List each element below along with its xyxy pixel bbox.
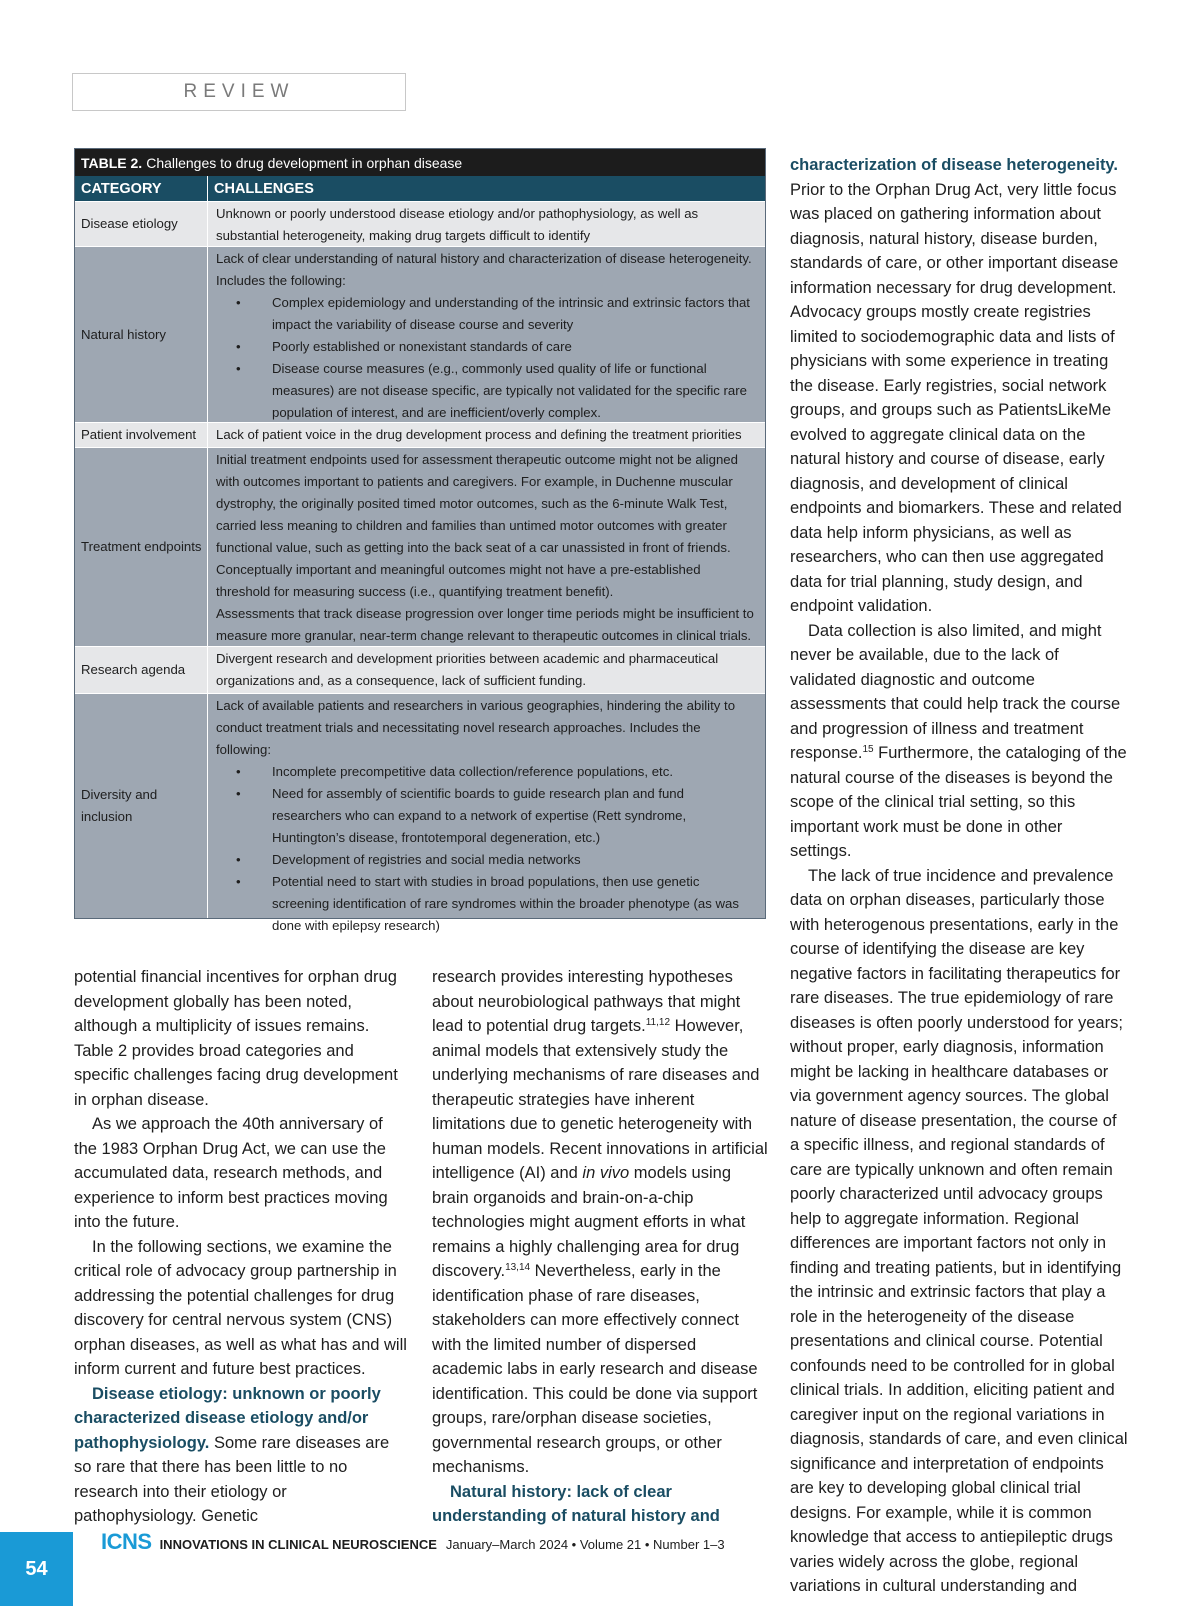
paragraph-text: research provides interesting hypotheses about neurobiological pathways that might lead to potential drug targets. [432, 968, 741, 1035]
paragraph-text: Data collection is also limited, and might never be available, due to the lack of validated diagnostic and outcome assessments that could help track the course and progression of illness and treatment response. [790, 621, 1121, 762]
paragraph-text: Prior to the Orphan Drug Act, very little focus was placed on gathering information about diagnosis, natural history, disease burden, standards of care, or other important disease information necessary for drug development. Advocacy groups mostly create registries limited to sociodemographic data and lists of physicians with some experience in treating the disease. Early registries, social network groups, and groups such as PatientsLikeMe evolved to aggregate clinical data on the natural history and course of disease, early diagnosis, and development of clinical endpoints and biomarkers. These and related data help inform physicians, as well as researchers, who can then use aggregated data for trial planning, study design, and endpoint validation. [790, 180, 1122, 615]
paragraph-text: models using brain organoids and brain-on-a-chip technologies might augment efforts in what remains a highly challenging area for drug discovery. [432, 1164, 746, 1280]
bullet-item: • Incomplete precompetitive data collection/reference populations, etc. [216, 761, 757, 783]
paragraph [432, 1480, 768, 1529]
section-heading: Natural history: lack of clear understanding of natural history and [432, 1482, 720, 1525]
text-column-1 [74, 965, 410, 1529]
journal-logo: ICNS [101, 1529, 152, 1554]
text-column-3 [790, 153, 1128, 1599]
footer [101, 1529, 725, 1555]
paragraph-text: Some rare diseases are so rare that there has been little to no research into their etiology or pathophysiology. Genetic [74, 1433, 390, 1525]
row-category: Research agenda [75, 647, 208, 693]
table-row [75, 646, 765, 693]
row-category: Disease etiology [75, 202, 208, 246]
paragraph: potential financial incentives for orphan drug development globally has been noted, although a multiplicity of issues remains. Table 2 provides broad categories and specific challenges facing drug development in orphan disease. [74, 968, 398, 1109]
bullet-list [216, 292, 757, 424]
row-challenges [208, 448, 765, 646]
paragraph-text: Furthermore, the cataloging of the natural course of the diseases is beyond the scope of the clinical trial setting, so this important work must be done in other settings. [790, 744, 1127, 860]
row-challenges: Divergent research and development priorities between academic and pharmaceutical organizations and, as a consequence, lack of sufficient funding. [216, 651, 719, 688]
journal-name: INNOVATIONS IN CLINICAL NEUROSCIENCE [159, 1537, 437, 1552]
column-header-category: CATEGORY [75, 176, 208, 201]
row-challenges [208, 247, 765, 422]
section-label-box [72, 73, 406, 111]
row-challenges [208, 694, 765, 933]
table-row [75, 246, 765, 422]
table-caption [75, 149, 765, 176]
page-number: 54 [0, 1532, 73, 1606]
italic-term: in vivo [582, 1164, 630, 1182]
bullet-item: • Potential need to start with studies in broad populations, then use genetic screening identification of rare syndromes within the broader phenotype (as was done with epilepsy research) [216, 871, 757, 937]
table-row [75, 201, 765, 246]
table-row [75, 422, 765, 447]
table-row [75, 447, 765, 646]
bullet-item: • Disease course measures (e.g., commonly used quality of life or functional measures) are not disease specific, are typically not validated for the specific rare population of interest, and are inefficient/overly complex. [216, 358, 757, 424]
row-challenges: Unknown or poorly understood disease etiology and/or pathophysiology, as well as substantial heterogeneity, making drug targets difficult to identify [216, 206, 699, 243]
table-header [75, 176, 765, 201]
row-paragraph: Assessments that track disease progression over longer time periods might be insufficient to measure more granular, near-term change relevant to therapeutic outcomes in clinical trials. [216, 606, 754, 643]
paragraph-text: However, animal models that extensively study the underlying mechanisms of rare diseases and therapeutic strategies have inherent limitations due to genetic heterogeneity with human models. Recent innovations in artificial intelligence (AI) and [432, 1017, 768, 1182]
reference: 11,12 [645, 1017, 671, 1028]
section-heading: characterization of disease heterogeneity. [790, 156, 1118, 174]
bullet-item: • Need for assembly of scientific boards to guide research plan and fund researchers who can expand to a network of expertise (Rett syndrome, Huntington’s disease, frontotemporal degeneration, etc.) [216, 783, 757, 849]
bullet-item: • Development of registries and social media networks [216, 849, 757, 871]
bullet-item: • Poorly established or nonexistant standards of care [216, 336, 757, 358]
row-category: Treatment endpoints [75, 448, 208, 646]
row-challenges: Lack of patient voice in the drug development process and defining the treatment priorities [216, 427, 742, 442]
paragraph-text: Nevertheless, early in the identification phase of rare diseases, stakeholders can more effectively connect with the limited number of dispersed academic labs in early research and disease identification. This could be done via support groups, rare/orphan disease societies, governmental research groups, or other mechanisms. [432, 1262, 758, 1476]
reference: 15 [862, 744, 874, 755]
paragraph [790, 153, 1128, 619]
reference: 13,14 [505, 1262, 531, 1273]
row-category: Natural history [75, 247, 208, 422]
paragraph [432, 965, 768, 1480]
row-category: Diversity and inclusion [75, 694, 208, 918]
paragraph [790, 619, 1128, 864]
bullet-item: • Complex epidemiology and understanding of the intrinsic and extrinsic factors that impact the variability of disease course and severity [216, 292, 757, 336]
paragraph: As we approach the 40th anniversary of the 1983 Orphan Drug Act, we can use the accumulated data, research methods, and experience to inform best practices moving into the future. [74, 1115, 388, 1231]
row-intro: Lack of clear understanding of natural history and characterization of disease heterogeneity. Includes the following: [216, 251, 752, 288]
challenges-table [74, 148, 766, 933]
column-header-challenges: CHALLENGES [214, 180, 314, 197]
row-paragraph: Initial treatment endpoints used for assessment therapeutic outcome might not be aligned with outcomes important to patients and caregivers. For example, in Duchenne muscular dystrophy, the originally posited timed motor outcomes, such as the 6-minute Walk Test, carried less meaning to children and families than untimed motor outcomes with greater functional value, such as getting into the back seat of a car unassisted in front of friends. [216, 452, 738, 555]
text-column-2 [432, 965, 768, 1529]
paragraph [74, 1382, 410, 1529]
section-label: REVIEW [183, 81, 295, 102]
table-row [75, 693, 765, 933]
bullet-list [216, 761, 757, 937]
row-paragraph: Conceptually important and meaningful outcomes might not have a pre-established threshold for measuring success (i.e., quantifying treatment benefit). [216, 562, 701, 599]
table-caption-text: Challenges to drug development in orphan disease [146, 154, 463, 171]
paragraph: The lack of true incidence and prevalence data on orphan diseases, particularly those with heterogenous presentations, early in the course of identifying the disease are key negative factors in facilitating therapeutics for rare diseases. The true epidemiology of rare diseases is often poorly understood for years; without proper, early diagnosis, information might be lacking in healthcare databases or via government agency sources. The global nature of disease presentation, the course of a specific illness, and regional standards of care are typically unknown and often remain poorly characterized until advocacy groups help to aggregate information. Regional differences are important factors not only in finding and treating patients, but in identifying the intrinsic and extrinsic factors that play a role in the heterogeneity of the disease presentations and clinical course. Potential confounds need to be controlled for in global clinical trials. In addition, eliciting patient and caregiver input on the regional variations in diagnosis, standards of care, and even clinical significance and interpretation of endpoints are key to developing global clinical trial designs. For example, while it is common knowledge that access to antiepileptic drugs varies widely across the globe, regional variations in cultural understanding and [790, 866, 1128, 1595]
row-category: Patient involvement [75, 423, 208, 447]
issue-info: January–March 2024 • Volume 21 • Number 1–3 [445, 1537, 725, 1552]
paragraph: In the following sections, we examine the critical role of advocacy group partnership in addressing the potential challenges for drug discovery for central nervous system (CNS) orphan diseases, as well as what has and will inform current and future best practices. [74, 1237, 407, 1378]
section-heading: Disease etiology: unknown or poorly characterized disease etiology and/or pathophysiology. [74, 1384, 381, 1452]
table-caption-label: TABLE 2. [81, 154, 143, 171]
row-intro: Lack of available patients and researchers in various geographies, hindering the ability to conduct treatment trials and necessitating novel research approaches. Includes the following: [216, 698, 736, 757]
